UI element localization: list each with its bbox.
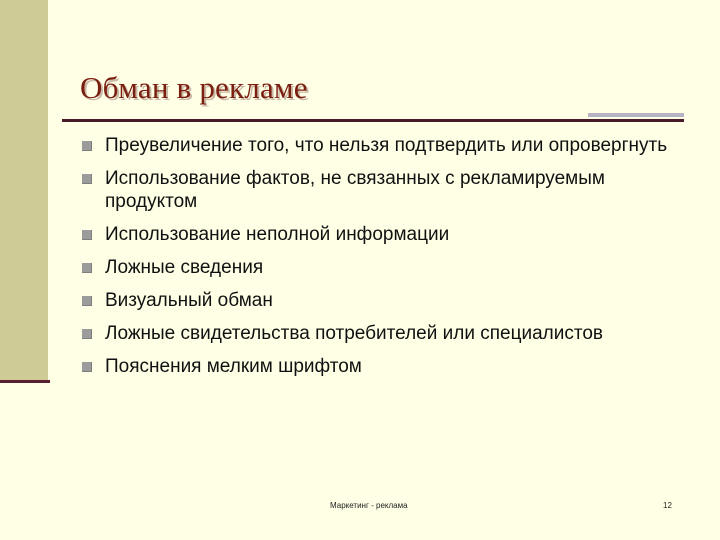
bullet-item [80,256,700,279]
square-bullet-icon [82,263,92,273]
bullet-text: Визуальный обман [105,290,273,311]
bullet-item [80,322,700,345]
bullet-text: Пояснения мелким шрифтом [105,356,362,377]
bullet-item [80,167,700,213]
square-bullet-icon [82,230,92,240]
bullet-item [80,134,700,157]
bullet-text: Преувеличение того, что нельзя подтвердить или опровергнуть [105,135,668,156]
left-decorative-band [0,0,48,382]
title-rule [62,119,684,122]
slide-title: Обман в рекламе [80,70,308,105]
footer-text: Маркетинг - реклама [330,501,408,510]
square-bullet-icon [82,296,92,306]
bullet-list [80,134,700,388]
bullet-text: Использование фактов, не связанных с рекламируемым продуктом [105,168,605,212]
bullet-text: Ложные сведения [105,257,264,278]
square-bullet-icon [82,329,92,339]
bullet-text: Ложные свидетельства потребителей или специалистов [105,323,603,344]
title-rule-accent [588,113,684,117]
slide-number: 12 [663,501,672,510]
square-bullet-icon [82,141,92,151]
square-bullet-icon [82,174,92,184]
square-bullet-icon [82,362,92,372]
bullet-item [80,223,700,246]
bullet-item [80,289,700,312]
left-band-underline [0,380,50,383]
bullet-text: Использование неполной информации [105,224,450,245]
bullet-item [80,355,700,378]
